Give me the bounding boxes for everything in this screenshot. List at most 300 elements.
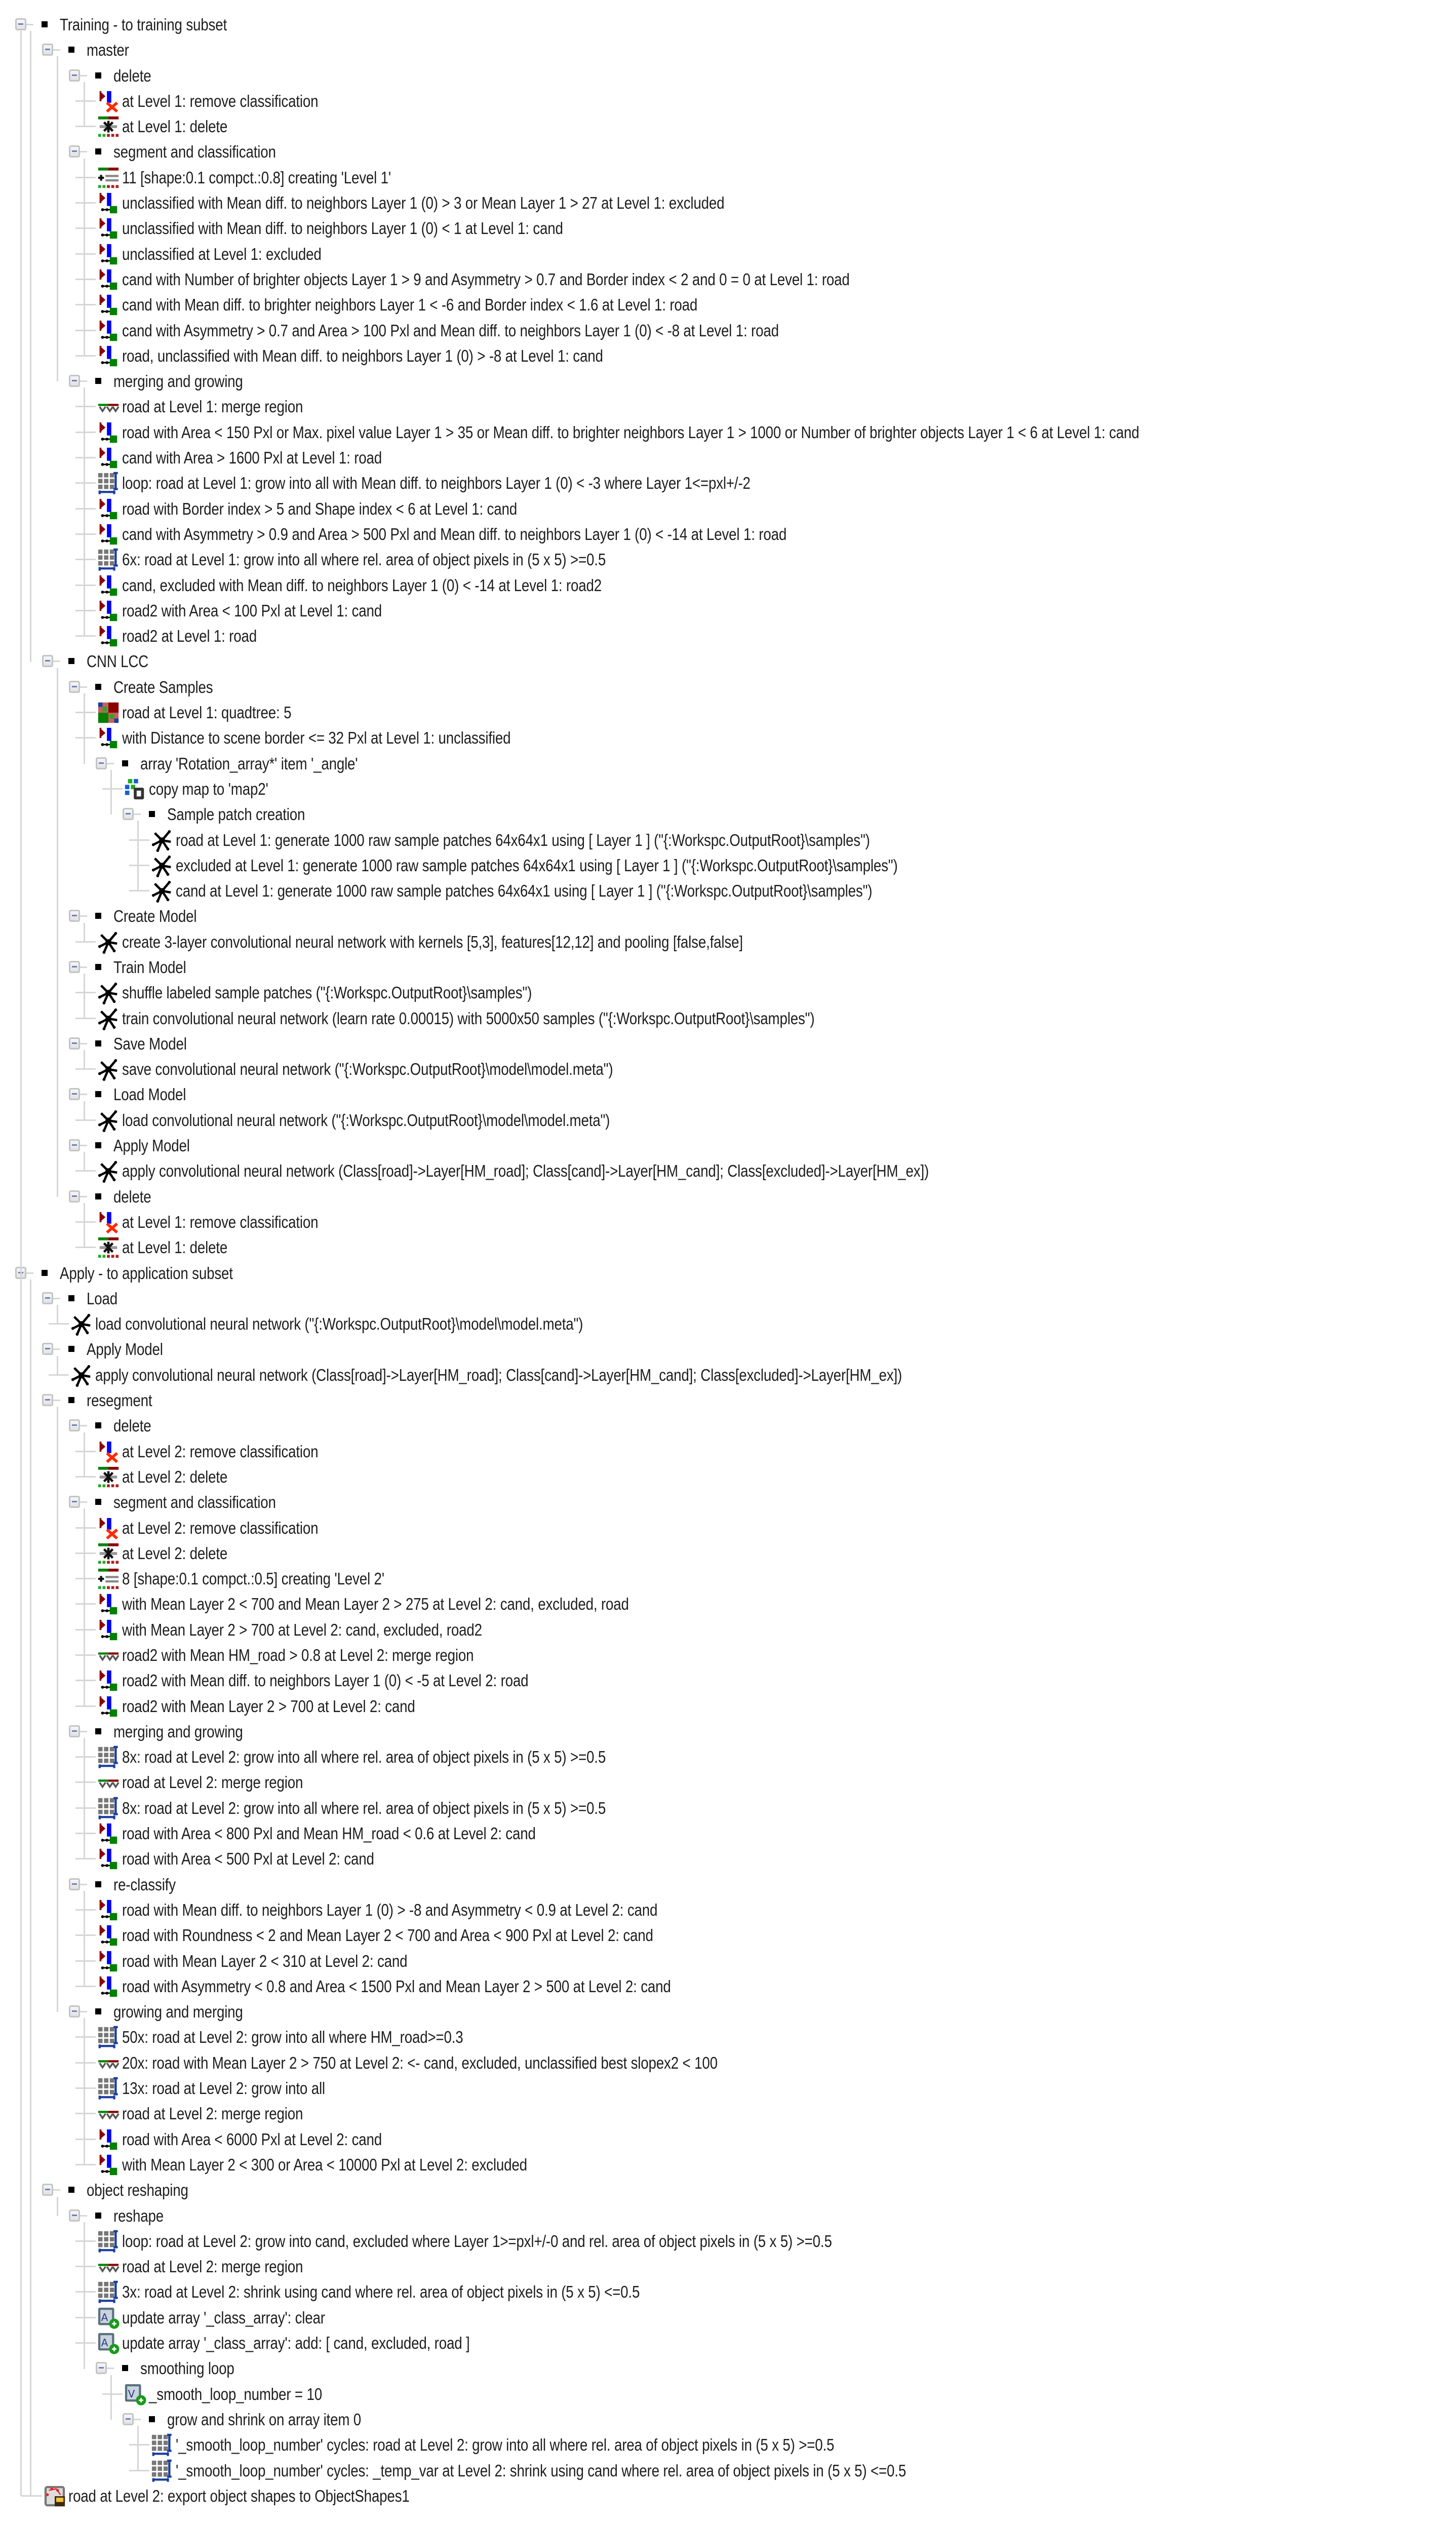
tree-node-label[interactable]: grow and shrink on array item 0 <box>167 2410 362 2429</box>
tree-node-label[interactable]: cand with Asymmetry > 0.9 and Area > 500 Pxl and Mean diff. to neighbors Layer 1 (0) < -14 at Level 1: road <box>122 524 787 544</box>
tree-guide-line <box>84 1152 85 1171</box>
tree-leaf-node[interactable] <box>0 547 1456 572</box>
svg-text:A: A <box>101 2311 108 2323</box>
tree-leaf-node[interactable] <box>0 2330 1456 2355</box>
tree-node-label[interactable]: unclassified with Mean diff. to neighbors Layer 1 (0) > 3 or Mean Layer 1 > 27 at Level 1: excluded <box>122 193 725 213</box>
tree-leaf-node[interactable] <box>0 1362 1456 1387</box>
tree-group-node[interactable] <box>0 1999 1456 2024</box>
process-bullet-icon <box>68 1295 74 1301</box>
collapse-toggle-icon[interactable] <box>96 757 107 769</box>
tree-node-label[interactable]: save convolutional neural network ("{:Workspc.OutputRoot}\model\model.meta") <box>122 1060 613 1079</box>
collapse-toggle-icon[interactable] <box>42 44 53 56</box>
tree-group-node[interactable] <box>0 2407 1456 2432</box>
tree-node-label[interactable]: delete <box>113 66 151 85</box>
tree-node-label[interactable]: segment and classification <box>113 1493 276 1512</box>
tree-connector <box>75 1119 96 1121</box>
tree-node-label[interactable]: shuffle labeled sample patches ("{:Workspc.OutputRoot}\samples") <box>122 983 532 1002</box>
delete-level-icon <box>97 1236 120 1259</box>
tree-leaf-node[interactable] <box>0 521 1456 547</box>
tree-connector <box>129 865 149 866</box>
tree-leaf-node[interactable] <box>0 1693 1456 1719</box>
tree-node-label[interactable]: object reshaping <box>87 2181 188 2200</box>
tree-group-node[interactable] <box>0 37 1456 62</box>
tree-connector <box>75 1909 96 1911</box>
collapse-toggle-icon[interactable] <box>69 1139 80 1151</box>
tree-node-label[interactable]: at Level 1: remove classification <box>122 91 319 110</box>
tree-leaf-node[interactable] <box>0 2432 1456 2457</box>
process-bullet-icon <box>68 1346 74 1352</box>
tree-node-label[interactable]: cand, excluded with Mean diff. to neighbors Layer 1 (0) < -14 at Level 1: road2 <box>122 575 602 595</box>
tree-group-node[interactable] <box>0 1719 1456 1744</box>
tree-group-node[interactable] <box>0 1872 1456 1897</box>
tree-leaf-node[interactable] <box>0 2152 1456 2177</box>
tree-leaf-node[interactable] <box>0 700 1456 725</box>
assign-class-icon <box>97 1898 120 1922</box>
tree-connector <box>129 2470 149 2471</box>
tree-node-label[interactable]: road with Border index > 5 and Shape index < 6 at Level 1: cand <box>122 499 517 518</box>
tree-group-node[interactable] <box>0 751 1456 776</box>
tree-connector <box>75 941 96 943</box>
process-bullet-icon <box>95 148 101 154</box>
tree-leaf-node[interactable] <box>0 572 1456 598</box>
collapse-toggle-icon[interactable] <box>69 1496 80 1508</box>
merge-region-icon <box>97 1644 120 1667</box>
tree-node-label[interactable]: apply convolutional neural network (Class[road]->Layer[HM_road]; Class[cand]->Layer[HM_cand]; Class[excluded]->Layer[HM_ex]) <box>122 1161 929 1181</box>
tree-node-label[interactable]: with Mean Layer 2 < 300 or Area < 10000 Pxl at Level 2: excluded <box>122 2155 527 2174</box>
tree-node-label[interactable]: road at Level 1: merge region <box>122 397 303 416</box>
assign-class-icon <box>97 1847 120 1871</box>
tree-leaf-node[interactable] <box>0 215 1456 241</box>
tree-node-label[interactable]: loop: road at Level 1: grow into all with Mean diff. to neighbors Layer 1 (0) < -3 where Layer 1<=pxl+/-2 <box>122 474 751 493</box>
tree-node-label[interactable]: Create Model <box>113 907 197 926</box>
tree-connector <box>75 992 96 993</box>
tree-leaf-node[interactable] <box>0 292 1456 317</box>
tree-node-label[interactable]: Apply - to application subset <box>60 1263 233 1283</box>
tree-group-node[interactable] <box>0 1184 1456 1209</box>
tree-node-label[interactable]: 8 [shape:0.1 compct.:0.5] creating 'Level 2' <box>122 1569 384 1588</box>
tree-node-label[interactable]: smoothing loop <box>140 2359 234 2378</box>
tree-leaf-node[interactable] <box>0 1922 1456 1948</box>
collapse-toggle-icon[interactable] <box>15 18 26 30</box>
tree-leaf-node[interactable] <box>0 1897 1456 1922</box>
tree-node-label[interactable]: re-classify <box>113 1875 176 1894</box>
tree-leaf-node[interactable] <box>0 1464 1456 1489</box>
tree-node-label[interactable]: 13x: road at Level 2: grow into all <box>122 2079 325 2098</box>
collapse-toggle-icon[interactable] <box>42 2184 53 2196</box>
tree-node-label[interactable]: copy map to 'map2' <box>149 779 268 798</box>
tree-node-label[interactable]: cand with Asymmetry > 0.7 and Area > 100 Pxl and Mean diff. to neighbors Layer 1 (0) < -8 at Level 1: road <box>122 321 779 340</box>
tree-node-label[interactable]: road with Area < 800 Pxl and Mean HM_road < 0.6 at Level 2: cand <box>122 1824 536 1843</box>
tree-leaf-node[interactable] <box>0 88 1456 113</box>
tree-connector <box>75 508 96 510</box>
tree-leaf-node[interactable] <box>0 1056 1456 1081</box>
tree-group-node[interactable] <box>0 1260 1456 1286</box>
collapse-toggle-icon[interactable] <box>123 2413 134 2425</box>
assign-class-icon <box>97 1618 120 1642</box>
tree-node-label[interactable]: at Level 1: delete <box>122 1238 228 1257</box>
process-bullet-icon <box>95 1499 101 1505</box>
tree-node-label[interactable]: update array '_class_array': add: [ cand, excluded, road ] <box>122 2334 470 2353</box>
tree-node-label[interactable]: growing and merging <box>113 2002 243 2022</box>
tree-node-label[interactable]: delete <box>113 1187 151 1206</box>
tree-guide-line <box>57 1407 58 2012</box>
tree-guide-line <box>84 1432 85 1478</box>
tree-leaf-node[interactable] <box>0 1795 1456 1820</box>
tree-node-label[interactable]: at Level 2: delete <box>122 1467 228 1486</box>
tree-node-label[interactable]: road with Roundness < 2 and Mean Layer 2 < 700 and Area < 900 Pxl at Level 2: cand <box>122 1926 653 1945</box>
tree-connector <box>75 1680 96 1681</box>
tree-node-label[interactable]: Train Model <box>113 957 186 977</box>
tree-leaf-node[interactable] <box>0 318 1456 343</box>
tree-group-node[interactable] <box>0 954 1456 980</box>
tree-group-node[interactable] <box>0 63 1456 88</box>
tree-leaf-node[interactable] <box>0 1820 1456 1846</box>
tree-node-label[interactable]: delete <box>113 1416 151 1436</box>
tree-connector <box>75 1960 96 1962</box>
tree-connector <box>133 813 141 815</box>
tree-leaf-node[interactable] <box>0 241 1456 266</box>
assign-class-icon <box>97 523 120 546</box>
tree-leaf-node[interactable] <box>0 470 1456 495</box>
tree-leaf-node[interactable] <box>0 623 1456 648</box>
collapse-toggle-icon[interactable] <box>96 2362 107 2374</box>
tree-leaf-node[interactable] <box>0 1948 1456 1973</box>
assign-class-icon <box>97 726 120 750</box>
tree-node-label[interactable]: apply convolutional neural network (Class[road]->Layer[HM_road]; Class[cand]->Layer[HM_cand]; Class[excluded]->Layer[HM_ex]) <box>95 1365 902 1384</box>
tree-node-label[interactable]: road with Area < 6000 Pxl at Level 2: cand <box>122 2129 382 2149</box>
tree-node-label[interactable]: load convolutional neural network ("{:Workspc.OutputRoot}\model\model.meta") <box>95 1314 583 1334</box>
grow-region-icon <box>97 2026 120 2049</box>
tree-group-node[interactable] <box>0 1081 1456 1107</box>
tree-group-node[interactable] <box>0 368 1456 394</box>
tree-leaf-node[interactable] <box>0 2228 1456 2254</box>
tree-leaf-node[interactable] <box>0 852 1456 878</box>
tree-guide-line <box>84 1508 85 1706</box>
tree-node-label[interactable]: at Level 1: delete <box>122 117 228 136</box>
tree-leaf-node[interactable] <box>0 2024 1456 2049</box>
collapse-toggle-icon[interactable] <box>69 681 80 693</box>
tree-node-label[interactable]: merging and growing <box>113 1722 243 1741</box>
tree-connector <box>75 712 96 713</box>
collapse-toggle-icon[interactable] <box>69 375 80 387</box>
tree-node-label[interactable]: unclassified with Mean diff. to neighbors Layer 1 (0) < 1 at Level 1: cand <box>122 219 563 238</box>
tree-node-label[interactable]: create 3-layer convolutional neural network with kernels [5,3], features[12,12] and pooling [false,false] <box>122 932 743 951</box>
tree-node-label[interactable]: 8x: road at Level 2: grow into all where rel. area of object pixels in (5 x 5) >=0.5 <box>122 1748 606 1767</box>
tree-leaf-node[interactable] <box>0 1846 1456 1871</box>
assign-class-icon <box>97 574 120 597</box>
tree-node-label[interactable]: road at Level 2: export object shapes to ObjectShapes1 <box>68 2486 410 2505</box>
tree-connector <box>102 788 123 790</box>
assign-class-icon <box>97 2153 120 2177</box>
svg-text:A: A <box>101 2336 108 2349</box>
tree-node-label[interactable]: with Mean Layer 2 < 700 and Mean Layer 2 > 275 at Level 2: cand, excluded, road <box>122 1595 629 1614</box>
tree-node-label[interactable]: road at Level 1: generate 1000 raw sample patches 64x64x1 using [ Layer 1 ] ("{:Workspc.OutputRoot}\samples") <box>176 830 870 849</box>
tree-leaf-node[interactable] <box>0 827 1456 852</box>
tree-node-label[interactable]: road at Level 1: quadtree: 5 <box>122 703 292 722</box>
tree-leaf-node[interactable] <box>0 598 1456 623</box>
process-bullet-icon <box>95 72 101 79</box>
tree-node-label[interactable]: road at Level 2: merge region <box>122 2257 303 2276</box>
tree-group-node[interactable] <box>0 2177 1456 2202</box>
collapse-toggle-icon[interactable] <box>69 1878 80 1890</box>
tree-node-label[interactable]: train convolutional neural network (learn rate 0.00015) with 5000x50 samples ("{:Workspc.OutputRoot}\samples") <box>122 1009 815 1028</box>
tree-connector <box>79 1425 87 1426</box>
tree-leaf-node[interactable] <box>0 1158 1456 1183</box>
tree-connector <box>79 686 87 688</box>
tree-leaf-node[interactable] <box>0 1209 1456 1234</box>
tree-node-label[interactable]: at Level 2: remove classification <box>122 1518 319 1537</box>
tree-group-node[interactable] <box>0 2355 1456 2381</box>
tree-group-node[interactable] <box>0 139 1456 164</box>
neural-network-icon <box>150 829 174 852</box>
collapse-toggle-icon[interactable] <box>42 655 53 667</box>
tree-connector <box>79 1196 87 1197</box>
tree-node-label[interactable]: road with Mean diff. to neighbors Layer 1 (0) > -8 and Asymmetry < 0.9 at Level 2: cand <box>122 1900 658 1919</box>
tree-node-label[interactable]: array 'Rotation_array*' item '_angle' <box>140 754 358 773</box>
tree-node-label[interactable]: cand with Number of brighter objects Layer 1 > 9 and Asymmetry > 0.7 and Border index < 2 and 0 = 0 at Level 1: road <box>122 269 850 289</box>
assign-class-icon <box>97 1822 120 1845</box>
tree-guide-line <box>57 1305 58 1324</box>
tree-leaf-node[interactable] <box>0 2483 1456 2508</box>
tree-leaf-node[interactable] <box>0 394 1456 419</box>
neural-network-icon <box>97 1109 120 1132</box>
collapse-toggle-icon[interactable] <box>69 961 80 973</box>
tree-leaf-node[interactable] <box>0 2279 1456 2304</box>
tree-connector <box>106 763 114 764</box>
tree-leaf-node[interactable] <box>0 1617 1456 1642</box>
tree-node-label[interactable]: loop: road at Level 2: grow into cand, excluded where Layer 1>=pxl+/-0 and rel. area of object pixels in (5 x 5) >=0.5 <box>122 2231 832 2251</box>
tree-guide-line <box>57 2197 58 2216</box>
grow-region-icon <box>97 2230 120 2253</box>
tree-connector <box>75 304 96 305</box>
tree-group-node[interactable] <box>0 1387 1456 1413</box>
tree-node-label[interactable]: road with Area < 500 Pxl at Level 2: cand <box>122 1849 374 1869</box>
tree-leaf-node[interactable] <box>0 1973 1456 1999</box>
tree-leaf-node[interactable] <box>0 445 1456 470</box>
collapse-toggle-icon[interactable] <box>123 808 134 820</box>
tree-node-label[interactable]: Load Model <box>113 1085 186 1104</box>
tree-group-node[interactable] <box>0 12 1456 37</box>
tree-connector <box>75 2113 96 2114</box>
tree-connector <box>75 2291 96 2293</box>
tree-node-label[interactable]: at Level 2: remove classification <box>122 1442 319 1461</box>
tree-leaf-node[interactable] <box>0 1107 1456 1133</box>
tree-node-label[interactable]: road2 at Level 1: road <box>122 627 257 646</box>
tree-node-label[interactable]: with Distance to scene border <= 32 Pxl at Level 1: unclassified <box>122 728 511 748</box>
tree-group-node[interactable] <box>0 801 1456 827</box>
collapse-toggle-icon[interactable] <box>69 910 80 922</box>
tree-node-label[interactable]: Load <box>87 1289 118 1308</box>
tree-node-label[interactable]: at Level 1: remove classification <box>122 1212 319 1231</box>
assign-class-icon <box>97 1669 120 1692</box>
tree-node-label[interactable]: Training - to training subset <box>60 15 227 34</box>
tree-leaf-node[interactable] <box>0 2458 1456 2483</box>
tree-node-label[interactable]: road2 with Area < 100 Pxl at Level 1: cand <box>122 601 382 620</box>
copy-map-icon <box>124 778 147 801</box>
tree-node-label[interactable]: road at Level 2: merge region <box>122 2104 303 2123</box>
tree-leaf-node[interactable] <box>0 1540 1456 1566</box>
process-bullet-icon <box>68 658 74 664</box>
tree-leaf-node[interactable] <box>0 2305 1456 2330</box>
collapse-toggle-icon[interactable] <box>42 1394 53 1406</box>
delete-level-icon <box>97 1465 120 1489</box>
tree-node-label[interactable]: Apply Model <box>87 1340 163 1359</box>
tree-leaf-node[interactable] <box>0 266 1456 292</box>
tree-node-label[interactable]: at Level 2: delete <box>122 1543 228 1563</box>
tree-node-label[interactable]: cand at Level 1: generate 1000 raw sample patches 64x64x1 using [ Layer 1 ] ("{:Workspc.OutputRoot}\samples") <box>176 881 873 901</box>
tree-connector <box>133 2419 141 2420</box>
tree-leaf-node[interactable] <box>0 1005 1456 1031</box>
tree-node-label[interactable]: road, unclassified with Mean diff. to neighbors Layer 1 (0) > -8 at Level 1: cand <box>122 346 603 365</box>
tree-leaf-node[interactable] <box>0 1591 1456 1616</box>
process-bullet-icon <box>95 1193 101 1199</box>
tree-leaf-node[interactable] <box>0 343 1456 368</box>
collapse-toggle-icon[interactable] <box>69 1037 80 1050</box>
tree-node-label[interactable]: excluded at Level 1: generate 1000 raw sample patches 64x64x1 using [ Layer 1 ] ("{:Workspc.OutputRoot}\samples") <box>176 856 898 875</box>
tree-leaf-node[interactable] <box>0 1234 1456 1260</box>
tree-connector <box>75 253 96 255</box>
tree-node-label[interactable]: road with Area < 150 Pxl or Max. pixel value Layer 1 > 35 or Mean diff. to brighter neighbors Layer 1 > 1000 or Number of brighter objects Layer 1 < 6 at Level 1: cand <box>122 422 1139 442</box>
tree-node-label[interactable]: unclassified at Level 1: excluded <box>122 244 322 263</box>
tree-node-label[interactable]: merging and growing <box>113 372 243 391</box>
tree-leaf-node[interactable] <box>0 1566 1456 1591</box>
tree-leaf-node[interactable] <box>0 929 1456 954</box>
tree-group-node[interactable] <box>0 1336 1456 1362</box>
tree-node-label[interactable]: Create Samples <box>113 677 213 696</box>
process-bullet-icon <box>95 2213 101 2219</box>
grow-region-icon <box>97 1797 120 1820</box>
segmentation-icon <box>97 166 120 189</box>
tree-node-label[interactable]: _smooth_loop_number = 10 <box>149 2384 322 2403</box>
tree-group-node[interactable] <box>0 648 1456 674</box>
tree-group-node[interactable] <box>0 1031 1456 1056</box>
tree-leaf-node[interactable] <box>0 165 1456 190</box>
tree-leaf-node[interactable] <box>0 1667 1456 1693</box>
collapse-toggle-icon[interactable] <box>69 69 80 82</box>
tree-leaf-node[interactable] <box>0 2101 1456 2126</box>
tree-leaf-node[interactable] <box>0 1642 1456 1667</box>
delete-level-icon <box>97 1542 120 1565</box>
tree-connector <box>75 1553 96 1554</box>
tree-node-label[interactable]: 6x: road at Level 1: grow into all where rel. area of object pixels in (5 x 5) >=0.5 <box>122 550 606 569</box>
tree-node-label[interactable]: 11 [shape:0.1 compct.:0.8] creating 'Level 1' <box>122 168 391 187</box>
tree-node-label[interactable]: 50x: road at Level 2: grow into all where HM_road>=0.3 <box>122 2028 463 2047</box>
tree-group-node[interactable] <box>0 1489 1456 1515</box>
tree-node-label[interactable]: 3x: road at Level 2: shrink using cand where rel. area of object pixels in (5 x 5) <=0.5 <box>122 2282 640 2302</box>
collapse-toggle-icon[interactable] <box>69 2005 80 2018</box>
tree-node-label[interactable]: road2 with Mean Layer 2 > 700 at Level 2: cand <box>122 1696 415 1716</box>
tree-node-label[interactable]: with Mean Layer 2 > 700 at Level 2: cand, excluded, road2 <box>122 1620 482 1639</box>
tree-leaf-node[interactable] <box>0 1439 1456 1464</box>
collapse-toggle-icon[interactable] <box>69 1088 80 1100</box>
tree-node-label[interactable]: Apply Model <box>113 1136 190 1155</box>
tree-node-label[interactable]: Save Model <box>113 1034 187 1053</box>
tree-leaf-node[interactable] <box>0 878 1456 903</box>
tree-group-node[interactable] <box>0 1133 1456 1158</box>
tree-leaf-node[interactable] <box>0 113 1456 139</box>
tree-leaf-node[interactable] <box>0 1515 1456 1540</box>
tree-guide-line <box>84 1050 85 1069</box>
tree-connector <box>22 2495 42 2497</box>
tree-node-label[interactable]: '_smooth_loop_number' cycles: road at Level 2: grow into all where rel. area of object pixels in (5 x 5) >=0.5 <box>176 2435 835 2455</box>
tree-node-label[interactable]: 8x: road at Level 2: grow into all where rel. area of object pixels in (5 x 5) >=0.5 <box>122 1798 606 1817</box>
tree-leaf-node[interactable] <box>0 2075 1456 2101</box>
tree-leaf-node[interactable] <box>0 1311 1456 1336</box>
grow-region-icon <box>97 2077 120 2100</box>
tree-guide-line <box>84 693 85 764</box>
tree-leaf-node[interactable] <box>0 2126 1456 2152</box>
tree-connector <box>75 1170 96 1172</box>
tree-connector <box>106 2368 114 2369</box>
tree-node-label[interactable]: cand with Mean diff. to brighter neighbors Layer 1 < -6 and Border index < 1.6 at Level 1: road <box>122 295 698 315</box>
tree-node-label[interactable]: Sample patch creation <box>167 805 305 824</box>
neural-network-icon <box>97 1007 120 1030</box>
tree-guide-line <box>84 1738 85 1859</box>
process-tree <box>0 12 1456 2508</box>
tree-node-label[interactable]: update array '_class_array': clear <box>122 2308 325 2327</box>
tree-node-label[interactable]: master <box>87 41 129 60</box>
quadtree-icon <box>97 701 120 724</box>
process-bullet-icon <box>42 21 48 27</box>
tree-node-label[interactable]: resegment <box>87 1391 152 1410</box>
neural-network-icon <box>150 854 174 877</box>
tree-leaf-node[interactable] <box>0 980 1456 1005</box>
tree-guide-line <box>110 770 112 815</box>
tree-node-label[interactable]: road with Mean Layer 2 < 310 at Level 2: cand <box>122 1951 408 1970</box>
tree-node-label[interactable]: CNN LCC <box>87 652 149 671</box>
tree-guide-line <box>84 974 85 1019</box>
tree-leaf-node[interactable] <box>0 2050 1456 2075</box>
tree-node-label[interactable]: road at Level 2: merge region <box>122 1773 303 1792</box>
tree-connector <box>52 661 60 662</box>
tree-leaf-node[interactable] <box>0 725 1456 750</box>
tree-node-label[interactable]: '_smooth_loop_number' cycles: _temp_var at Level 2: shrink using cand where rel. area of object pixels in (5 x 5) <=0.5 <box>176 2461 907 2480</box>
tree-group-node[interactable] <box>0 2203 1456 2228</box>
grow-region-icon <box>150 2459 174 2483</box>
tree-node-label[interactable]: cand with Area > 1600 Pxl at Level 1: road <box>122 448 382 468</box>
tree-node-label[interactable]: road2 with Mean HM_road > 0.8 at Level 2: merge region <box>122 1646 474 1664</box>
tree-leaf-node[interactable] <box>0 1744 1456 1769</box>
collapse-toggle-icon[interactable] <box>69 1725 80 1737</box>
collapse-toggle-icon[interactable] <box>42 1292 53 1304</box>
tree-node-label[interactable]: 20x: road with Mean Layer 2 > 750 at Level 2: <- cand, excluded, unclassified best slopex2 < 100 <box>122 2053 718 2072</box>
process-bullet-icon <box>95 684 101 690</box>
tree-group-node[interactable] <box>0 1413 1456 1438</box>
tree-leaf-node[interactable] <box>0 419 1456 445</box>
tree-leaf-node[interactable] <box>0 2254 1456 2279</box>
tree-leaf-node[interactable] <box>0 2381 1456 2407</box>
tree-leaf-node[interactable] <box>0 496 1456 521</box>
collapse-toggle-icon[interactable] <box>69 1190 80 1203</box>
tree-connector <box>75 1451 96 1452</box>
tree-node-label[interactable]: segment and classification <box>113 142 276 162</box>
collapse-toggle-icon[interactable] <box>69 2209 80 2222</box>
collapse-toggle-icon[interactable] <box>42 1343 53 1355</box>
tree-group-node[interactable] <box>0 903 1456 928</box>
tree-group-node[interactable] <box>0 674 1456 700</box>
collapse-toggle-icon[interactable] <box>69 145 80 158</box>
tree-group-node[interactable] <box>0 1286 1456 1311</box>
tree-node-label[interactable]: reshape <box>113 2206 164 2225</box>
tree-connector <box>75 1221 96 1223</box>
tree-node-label[interactable]: load convolutional neural network ("{:Workspc.OutputRoot}\model\model.meta") <box>122 1110 610 1130</box>
tree-node-label[interactable]: road with Asymmetry < 0.8 and Area < 1500 Pxl and Mean Layer 2 > 500 at Level 2: cand <box>122 1976 671 1996</box>
tree-leaf-node[interactable] <box>0 776 1456 801</box>
tree-leaf-node[interactable] <box>0 190 1456 215</box>
tree-node-label[interactable]: road2 with Mean diff. to neighbors Layer 1 (0) < -5 at Level 2: road <box>122 1671 529 1690</box>
collapse-toggle-icon[interactable] <box>69 1419 80 1431</box>
tree-leaf-node[interactable] <box>0 1769 1456 1795</box>
